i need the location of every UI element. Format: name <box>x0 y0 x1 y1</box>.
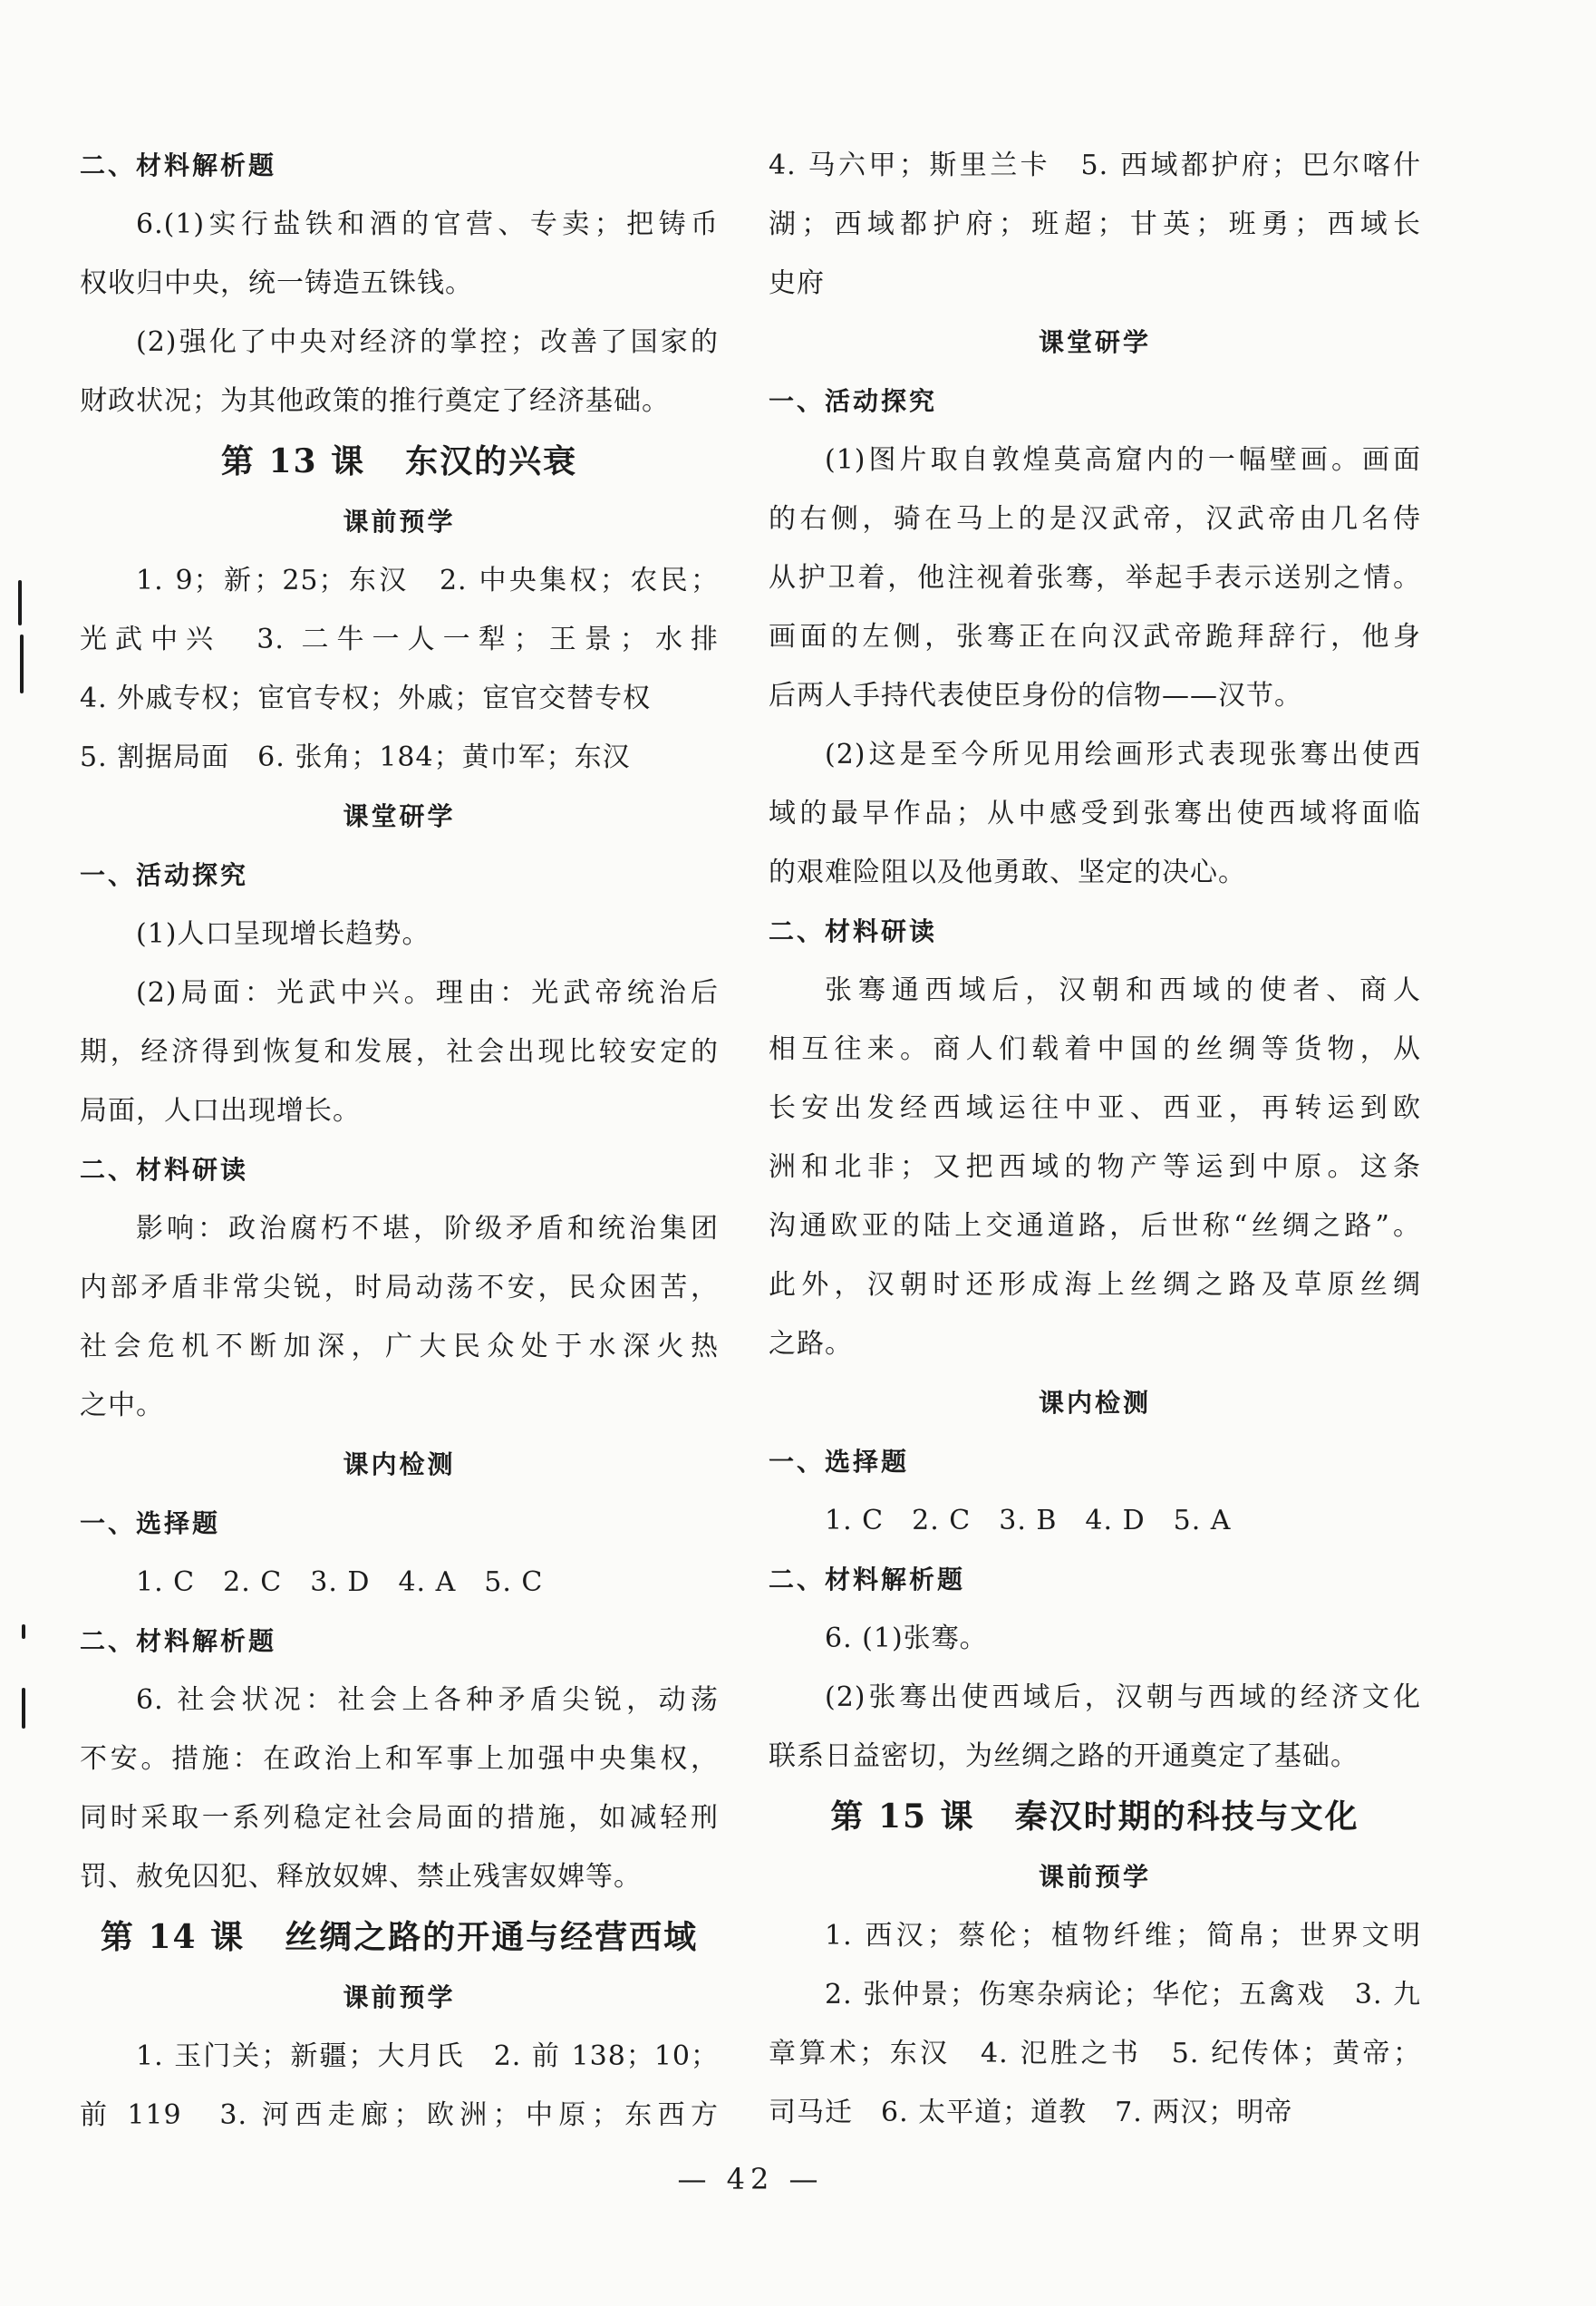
answer-line: 联系日益密切，为丝绸之路的开通奠定了基础。 <box>769 1740 1359 1772</box>
answer-line: 光武中兴 3. 二牛一人一犁；王景；水排 <box>80 624 719 655</box>
section-heading: 二、材料解析题 <box>80 150 277 180</box>
answer-line: 期，经济得到恢复和发展，社会出现比较安定的 <box>80 1036 719 1068</box>
answer-line: 章算术；东汉 4. 氾胜之书 5. 纪传体；黄帝； <box>769 2038 1421 2069</box>
binding-mark <box>22 1624 25 1639</box>
answer-line: 相互往来。商人们载着中国的丝绸等货物，从 <box>769 1033 1421 1065</box>
answer-line: 社会危机不断加深，广大民众处于水深火热 <box>80 1331 719 1362</box>
lesson-number: 第 14 课 <box>100 1918 246 1956</box>
subsection-heading: 课前预学 <box>343 507 456 537</box>
answer-line: 之路。 <box>769 1328 853 1360</box>
binding-mark <box>18 580 22 625</box>
page-number: — 42 — <box>677 2162 824 2196</box>
answer-line: 罚、赦免囚犯、释放奴婢、禁止残害奴婢等。 <box>80 1861 642 1893</box>
answer-line: 的艰难险阻以及他勇敢、坚定的决心。 <box>769 857 1246 888</box>
answer-line: 张骞通西域后，汉朝和西域的使者、商人 <box>825 974 1421 1006</box>
answer-line: 此外，汉朝时还形成海上丝绸之路及草原丝绸 <box>769 1269 1421 1301</box>
answer-line: 4. 马六甲；斯里兰卡 5. 西域都护府；巴尔喀什 <box>769 150 1421 181</box>
section-heading: 二、材料解析题 <box>769 1565 966 1594</box>
answer-line: 洲和北非；又把西域的物产等运到中原。这条 <box>769 1151 1421 1183</box>
lesson-name: 丝绸之路的开通与经营西域 <box>285 1918 699 1956</box>
answer-line: 1. 玉门关；新疆；大月氏 2. 前 138；10； <box>136 2040 719 2072</box>
subsection-heading: 课堂研学 <box>343 801 456 831</box>
answer-line: 局面，人口出现增长。 <box>80 1095 361 1127</box>
answer-line: 后两人手持代表使臣身份的信物——汉节。 <box>769 680 1302 712</box>
subsection-heading: 课前预学 <box>1038 1862 1151 1892</box>
answer-line: 1. C 2. C 3. B 4. D 5. A <box>825 1505 1232 1536</box>
answer-line: 的右侧，骑在马上的是汉武帝，汉武帝由几名侍 <box>769 503 1421 535</box>
subsection-heading: 课内检测 <box>343 1449 456 1479</box>
answer-line: 1. 9；新；25；东汉 2. 中央集权；农民； <box>136 565 719 596</box>
answer-line: 2. 张仲景；伤寒杂病论；华佗；五禽戏 3. 九 <box>825 1979 1421 2010</box>
section-heading: 二、材料研读 <box>80 1155 249 1185</box>
answer-line: 域的最早作品；从中感受到张骞出使西域将面临 <box>769 798 1421 829</box>
answer-line: (2)这是至今所见用绘画形式表现张骞出使西 <box>825 739 1421 770</box>
answer-line: 影响：政治腐朽不堪，阶级矛盾和统治集团 <box>136 1213 719 1245</box>
lesson-title <box>80 431 719 492</box>
answer-line: 6.(1)实行盐铁和酒的官营、专卖；把铸币 <box>136 208 719 240</box>
lesson-title <box>80 1906 719 1968</box>
section-heading: 一、活动探究 <box>769 386 938 416</box>
answer-line: 1. C 2. C 3. D 4. A 5. C <box>136 1566 544 1598</box>
answer-line: (2)张骞出使西域后，汉朝与西域的经济文化 <box>825 1681 1421 1713</box>
subsection-heading: 课堂研学 <box>1038 327 1151 357</box>
section-heading: 一、选择题 <box>769 1447 910 1477</box>
answer-line: 6. 社会状况：社会上各种矛盾尖锐，动荡 <box>136 1684 719 1716</box>
lesson-name: 秦汉时期的科技与文化 <box>1014 1797 1359 1836</box>
answer-line: 史府 <box>769 267 825 299</box>
answer-line: (2)强化了中央对经济的掌控；改善了国家的 <box>136 326 719 358</box>
section-heading: 二、材料解析题 <box>80 1626 277 1656</box>
lesson-number: 第 15 课 <box>830 1797 975 1836</box>
answer-line: 1. 西汉；蔡伦；植物纤维；简帛；世界文明 <box>825 1920 1421 1952</box>
subsection-heading: 课内检测 <box>1038 1388 1151 1418</box>
answer-line: 从护卫着，他注视着张骞，举起手表示送别之情。 <box>769 562 1421 594</box>
left-column <box>80 136 719 2145</box>
answer-line: (1)图片取自敦煌莫高窟内的一幅壁画。画面 <box>825 444 1421 476</box>
answer-line: 前 119 3. 河西走廊；欧洲；中原；东西方 <box>80 2099 719 2131</box>
section-heading: 二、材料研读 <box>769 916 938 946</box>
binding-mark <box>20 635 24 693</box>
answer-line: 司马迁 6. 太平道；道教 7. 两汉；明帝 <box>769 2097 1293 2128</box>
answer-line: 不安。措施：在政治上和军事上加强中央集权， <box>80 1743 719 1775</box>
answer-line: 画面的左侧，张骞正在向汉武帝跪拜辞行，他身 <box>769 621 1421 653</box>
binding-mark <box>22 1688 25 1729</box>
subsection-heading: 课前预学 <box>343 1982 456 2012</box>
lesson-number: 第 13 课 <box>220 442 366 480</box>
answer-line: 沟通欧亚的陆上交通道路，后世称“丝绸之路”。 <box>769 1210 1421 1242</box>
answer-line: 财政状况；为其他政策的推行奠定了经济基础。 <box>80 385 670 417</box>
answer-line: 6. (1)张骞。 <box>825 1623 988 1654</box>
answer-line: 同时采取一系列稳定社会局面的措施，如减轻刑 <box>80 1802 719 1834</box>
answer-line: 内部矛盾非常尖锐，时局动荡不安，民众困苦， <box>80 1272 719 1303</box>
answer-line: 长安出发经西域运往中亚、西亚，再转运到欧 <box>769 1092 1421 1124</box>
lesson-title <box>769 1786 1421 1847</box>
answer-line: 5. 割据局面 6. 张角；184；黄巾军；东汉 <box>80 741 631 773</box>
answer-line: 湖；西域都护府；班超；甘英；班勇；西域长 <box>769 208 1421 240</box>
section-heading: 一、活动探究 <box>80 860 249 890</box>
answer-line: 权收归中央，统一铸造五铢钱。 <box>80 267 473 299</box>
answer-line: (2)局面：光武中兴。理由：光武帝统治后 <box>136 977 719 1009</box>
answer-line: 之中。 <box>80 1390 164 1421</box>
right-column <box>769 136 1421 2142</box>
lesson-name: 东汉的兴衰 <box>405 442 578 480</box>
answer-line: 4. 外戚专权；宦官专权；外戚；宦官交替专权 <box>80 683 652 714</box>
section-heading: 一、选择题 <box>80 1508 221 1538</box>
answer-line: (1)人口呈现增长趋势。 <box>136 918 430 950</box>
